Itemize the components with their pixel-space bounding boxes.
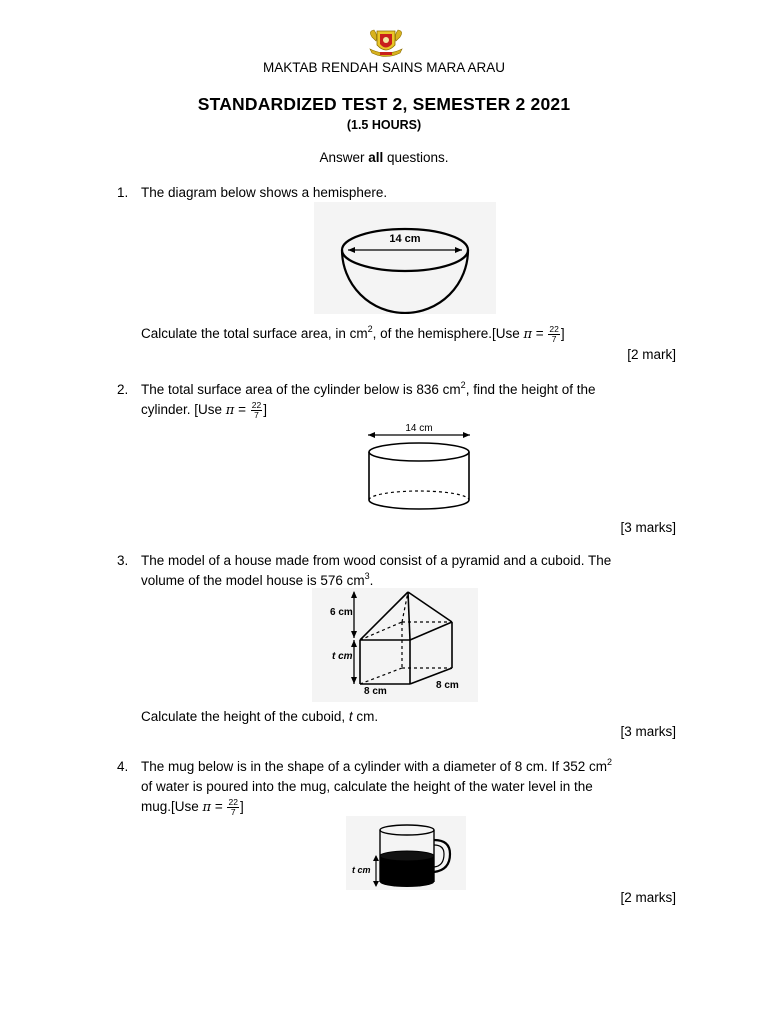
hemisphere-diameter-label: 14 cm xyxy=(389,233,421,245)
question-3-number: 3. xyxy=(117,553,129,568)
cylinder-diameter-label: 14 cm xyxy=(405,423,433,434)
mug-diagram xyxy=(346,816,466,890)
question-3-marks: [3 marks] xyxy=(620,724,676,739)
question-4-marks: [2 marks] xyxy=(620,890,676,905)
question-3-prompt: Calculate the height of the cuboid, t cm. xyxy=(141,709,379,724)
question-1-marks: [2 mark] xyxy=(627,347,676,362)
water-height-label: t cm xyxy=(352,865,371,875)
question-2-number: 2. xyxy=(117,382,129,397)
question-1-prompt: Calculate the total surface area, in $cm^2$, of the hemisphere.[Use π = $\frac{22}{7}$ ] xyxy=(141,323,565,344)
pyramid-height-label: 6 cm xyxy=(330,607,353,618)
width-label: 8 cm xyxy=(364,686,387,697)
school-name: MAKTAB RENDAH SAINS MARA ARAU xyxy=(262,60,506,75)
question-4-number: 4. xyxy=(117,759,129,774)
school-crest-logo xyxy=(366,27,406,61)
question-1-number: 1. xyxy=(117,185,129,200)
question-2-marks: [3 marks] xyxy=(620,520,676,535)
question-3-text: The model of a house made from wood consist of a pyramid and a cuboid. The volume of the model house is 576 $cm^3$. xyxy=(141,553,612,588)
cuboid-height-label: t cm xyxy=(332,651,353,662)
question-1-text: The diagram below shows a hemisphere. xyxy=(141,185,388,200)
test-duration: (1.5 HOURS) xyxy=(346,118,422,132)
house-model-diagram xyxy=(312,588,478,702)
test-title: STANDARDIZED TEST 2, SEMESTER 2 2021 xyxy=(197,94,571,114)
hemisphere-diagram xyxy=(314,202,496,314)
depth-label: 8 cm xyxy=(436,680,459,691)
instructions: Answer all questions. xyxy=(319,150,449,165)
question-2-text: The total surface area of the cylinder below is 836 $cm^2$, find the height of the cylinder. [Use π = $\frac{22}{7}$ ] xyxy=(141,379,596,420)
question-4-text: The mug below is in the shape of a cylinder with a diameter of 8 cm. If 352 $cm^2$ of water is poured into the mug, calculate the height of the water level in the mug.[Use π = $\frac{22}{7}$ ] xyxy=(141,756,612,817)
cylinder-diagram xyxy=(360,420,478,514)
